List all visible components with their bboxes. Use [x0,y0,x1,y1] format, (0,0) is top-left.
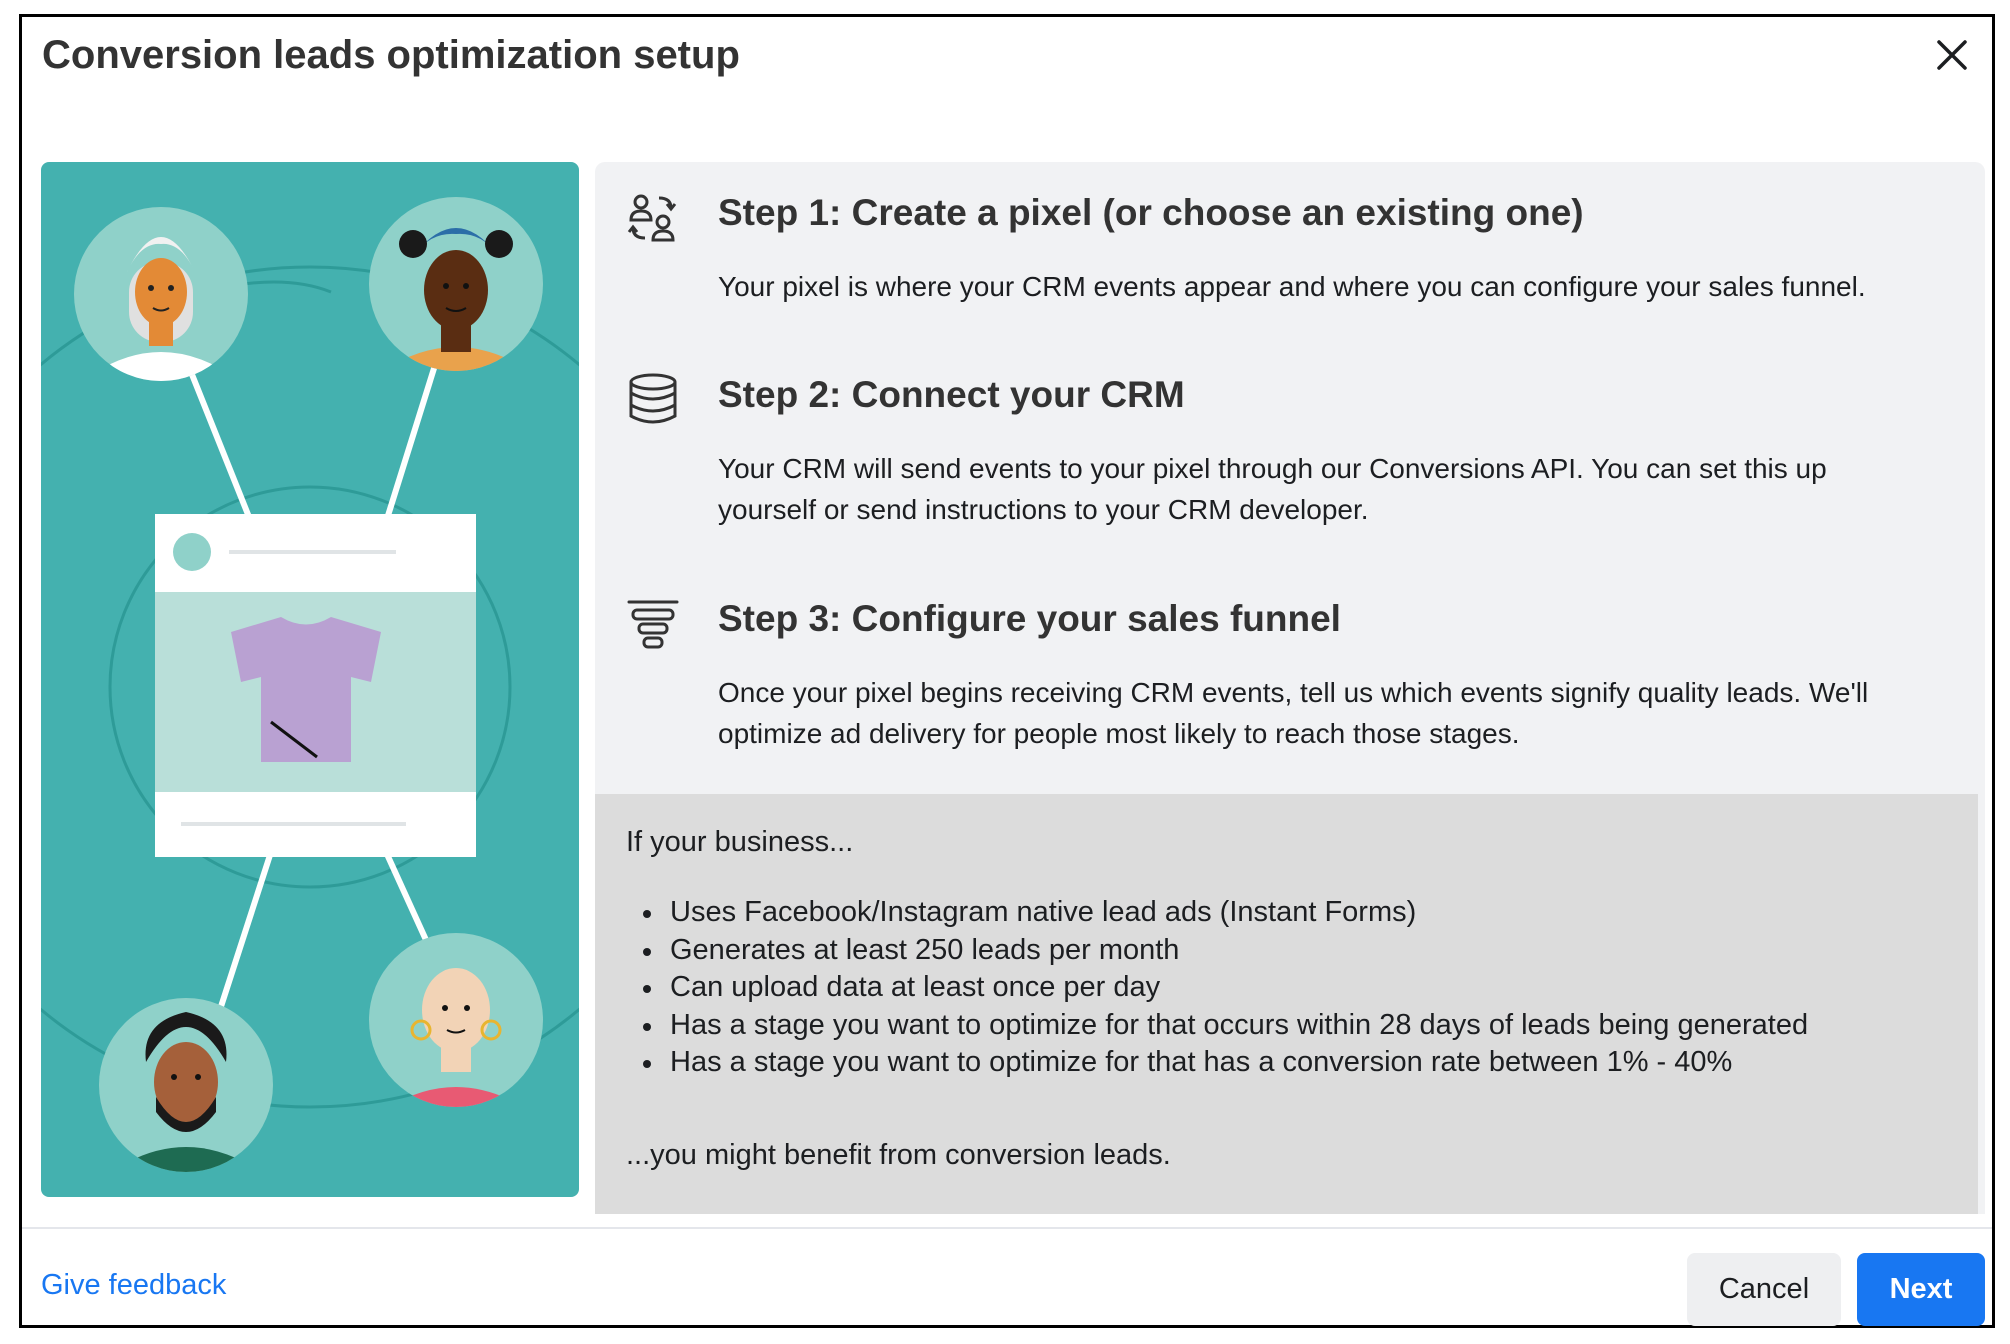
close-icon [1935,38,1969,72]
criteria-intro: If your business... [626,826,854,858]
criteria-list [626,894,1808,1082]
criteria-item: Has a stage you want to optimize for that has a conversion rate between 1% - 40% [626,1044,1808,1082]
step-1-description: Your pixel is where your CRM events appear and where you can configure your sales funnel. [718,271,1866,302]
network-illustration [41,162,579,1197]
eligibility-criteria [595,794,1978,1214]
database-icon [625,372,681,428]
criteria-item: Uses Facebook/Instagram native lead ads (Instant Forms) [626,894,1808,932]
avatar-person-4 [369,933,543,1122]
illustration-panel [41,162,579,1197]
setup-dialog [19,14,1995,1328]
step-2-title: Step 2: Connect your CRM [718,374,1185,415]
give-feedback-link[interactable]: Give feedback [41,1269,227,1301]
step-1-title: Step 1: Create a pixel (or choose an existing one) [718,192,1584,233]
avatar-person-1 [74,207,248,402]
post-card [155,514,476,857]
avatar-person-3 [99,998,273,1192]
footer-divider [22,1227,1992,1229]
dialog-title: Conversion leads optimization setup [42,33,740,77]
criteria-item: Can upload data at least once per day [626,969,1808,1007]
people-swap-icon [625,190,681,246]
criteria-outro: ...you might benefit from conversion leads. [626,1139,1171,1171]
criteria-item: Generates at least 250 leads per month [626,932,1808,970]
avatar-person-2 [369,197,543,392]
step-3-description: Once your pixel begins receiving CRM events, tell us which events signify quality leads. We'll optimize ad delivery for people most likely to reach those stages. [718,677,1869,749]
step-3-title: Step 3: Configure your sales funnel [718,598,1341,639]
next-button[interactable]: Next [1857,1253,1985,1326]
steps-panel [595,162,1985,1214]
funnel-icon [625,596,681,652]
cancel-button[interactable]: Cancel [1687,1253,1841,1326]
close-button[interactable] [1928,31,1976,79]
criteria-item: Has a stage you want to optimize for that occurs within 28 days of leads being generated [626,1007,1808,1045]
step-2-description: Your CRM will send events to your pixel through our Conversions API. You can set this up yourself or send instructions to your CRM developer. [718,453,1827,525]
